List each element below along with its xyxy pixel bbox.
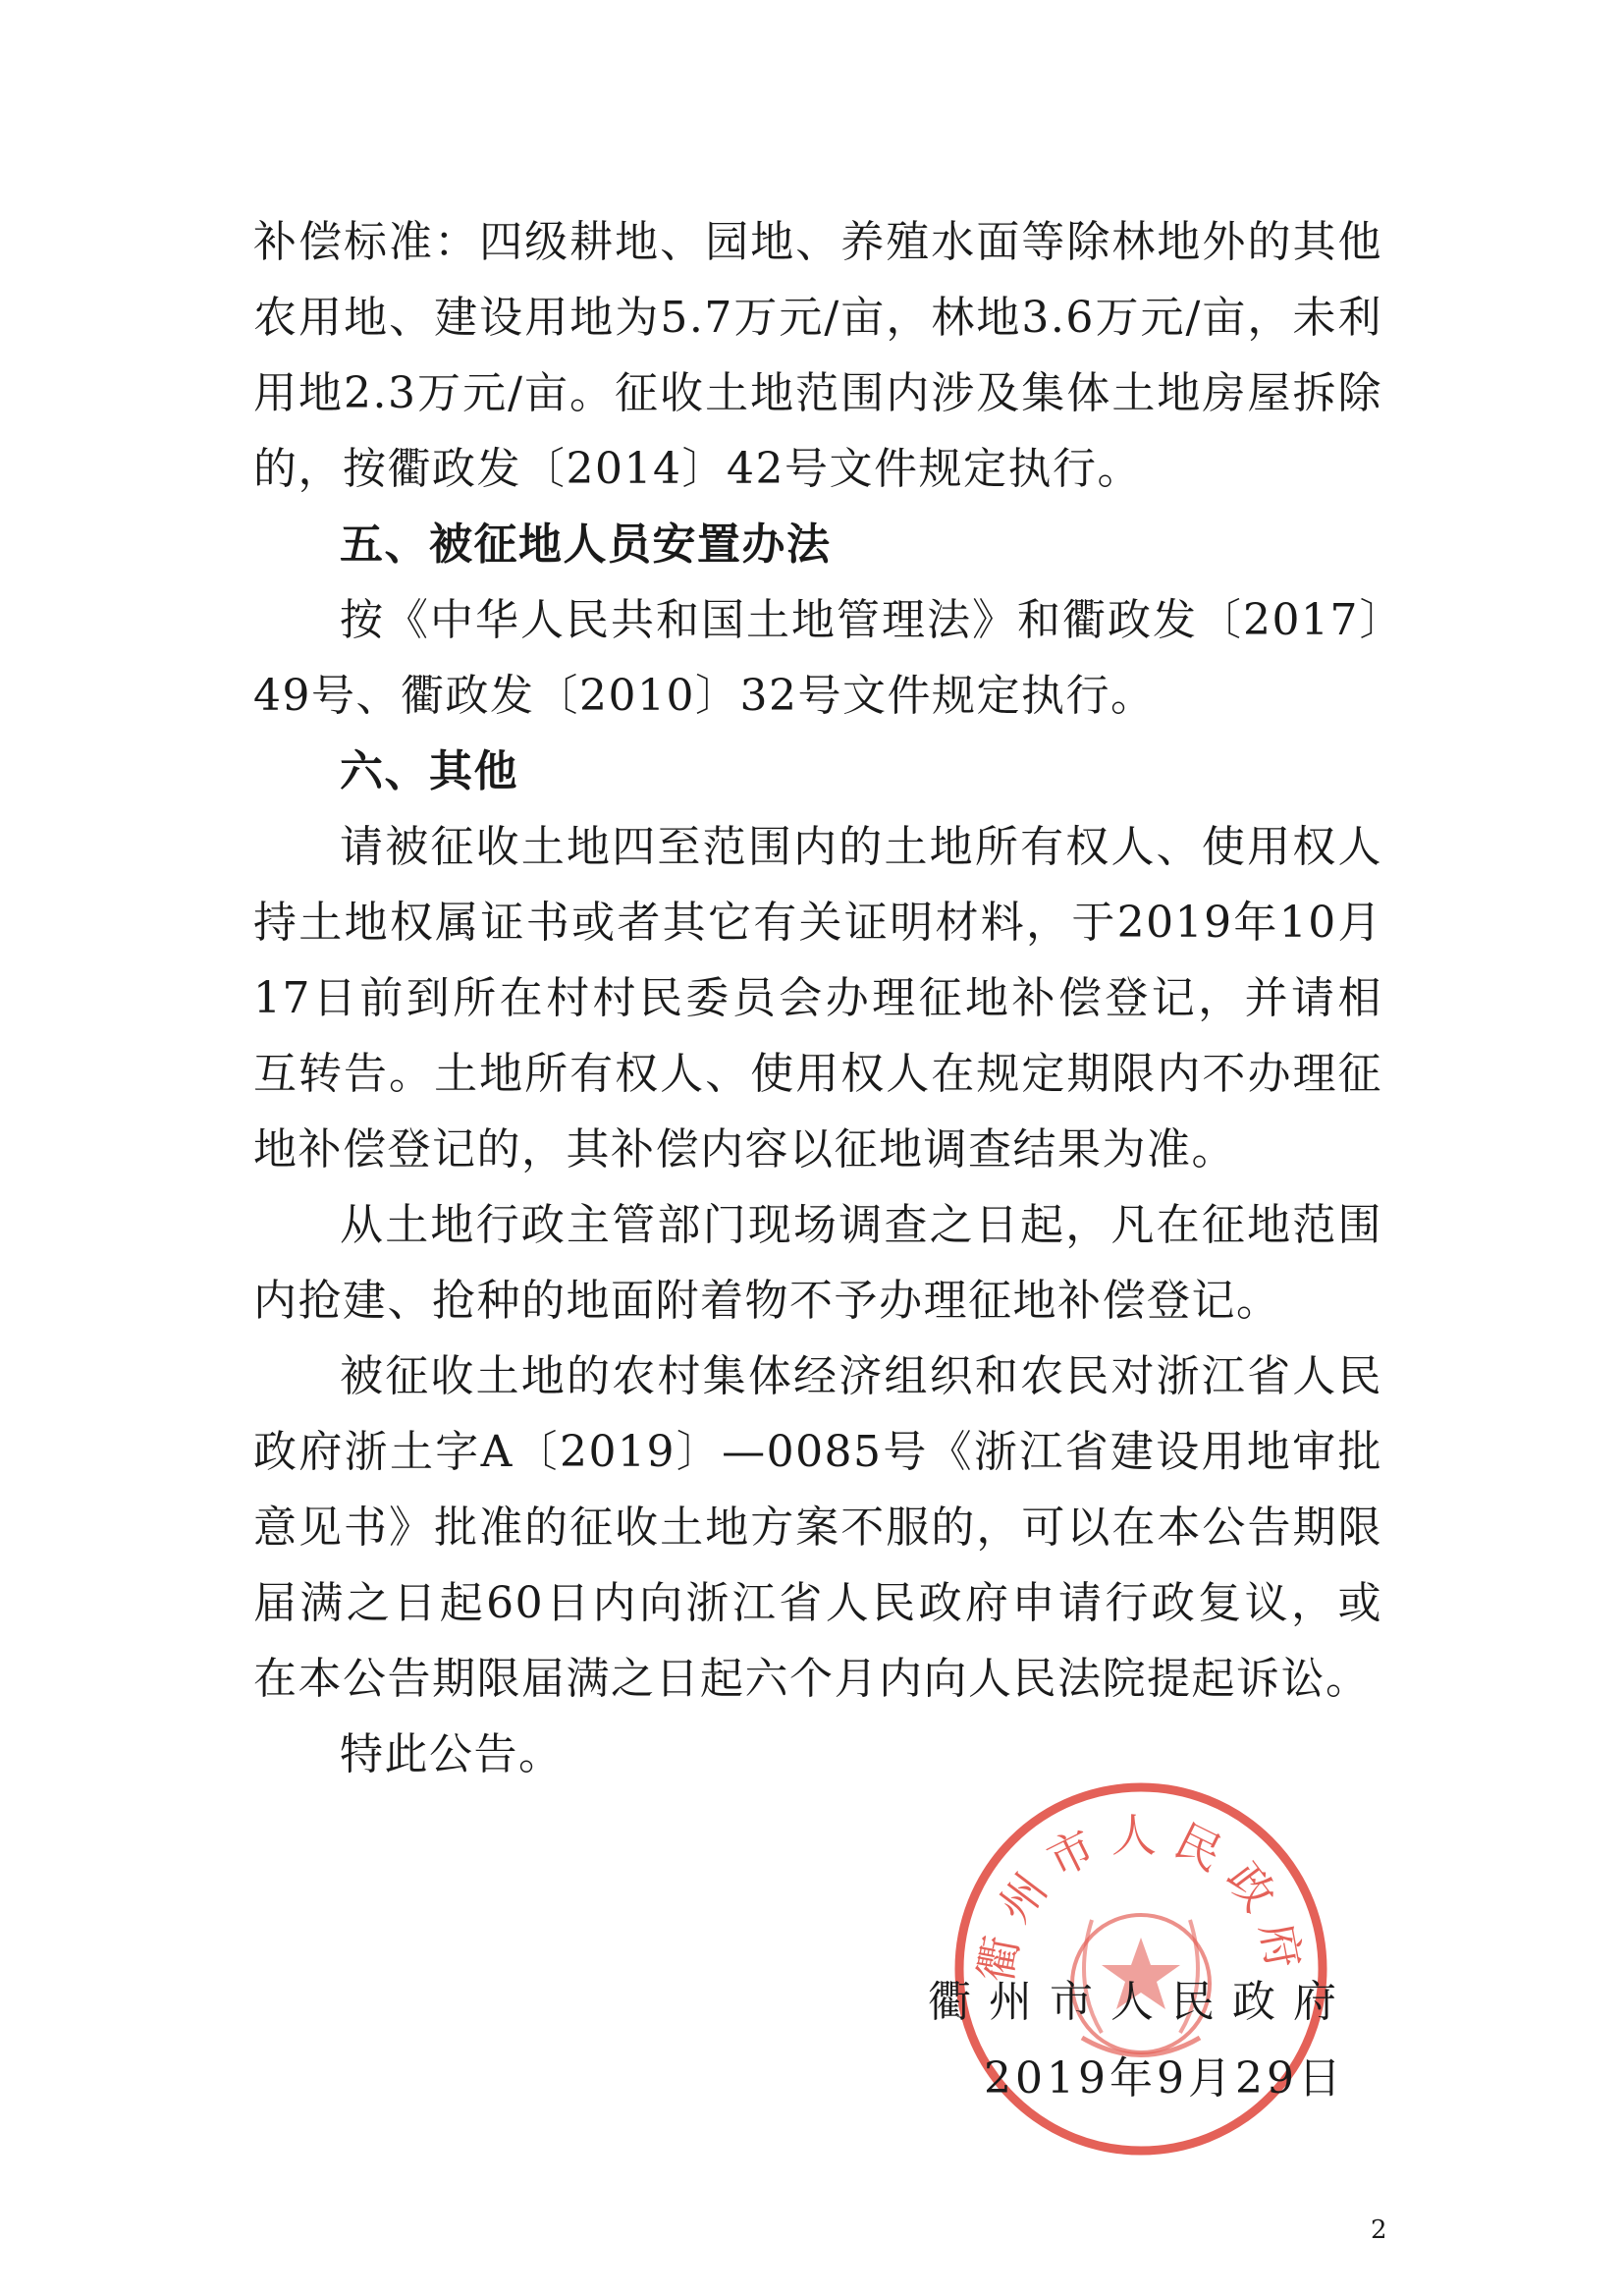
paragraph-rush-building: 从土地行政主管部门现场调查之日起，凡在征地范围内抢建、抢种的地面附着物不予办理征地补偿登记。 <box>253 1200 1382 1326</box>
paragraph-registration: 请被征收土地四至范围内的土地所有权人、使用权人持土地权属证书或者其它有关证明材料，于2019年10月17日前到所在村村民委员会办理征地补偿登记，并请相互转告。土地所有权人、使用权人在规定期限内不办理征地补偿登记的，其补偿内容以征地调查结果为准。 <box>253 822 1382 1175</box>
heading-resettlement: 五、被征地人员安置办法 <box>340 519 832 570</box>
paragraph-compensation-cont: 补偿标准：四级耕地、园地、养殖水面等除林地外的其他农用地、建设用地为5.7万元/亩，林地3.6万元/亩，未利用地2.3万元/亩。征收土地范围内涉及集体土地房屋拆除的，按衢政发〔2014〕42号文件规定执行。 <box>253 217 1382 494</box>
paragraph-resettlement: 按《中华人民共和国土地管理法》和衢政发〔2017〕49号、衢政发〔2010〕32号文件规定执行。 <box>253 595 1382 721</box>
seal-text: 衢州市人民政府 <box>968 1808 1314 1987</box>
paragraph-closing: 特此公告。 <box>340 1729 564 1779</box>
body-text <box>253 204 1382 1792</box>
signing-organization: 衢州市人民政府 <box>928 1977 1354 2027</box>
page-number: 2 <box>1371 2215 1387 2245</box>
paragraph-appeal: 被征收土地的农村集体经济组织和农民对浙江省人民政府浙土字A〔2019〕—0085号《浙江省建设用地审批意见书》批准的征收土地方案不服的，可以在本公告期限届满之日起60日内向浙江省人民政府申请行政复议，或在本公告期限届满之日起六个月内向人民法院提起诉讼。 <box>253 1351 1382 1704</box>
signing-date: 2019年9月29日 <box>984 2053 1345 2104</box>
heading-other: 六、其他 <box>340 746 518 796</box>
